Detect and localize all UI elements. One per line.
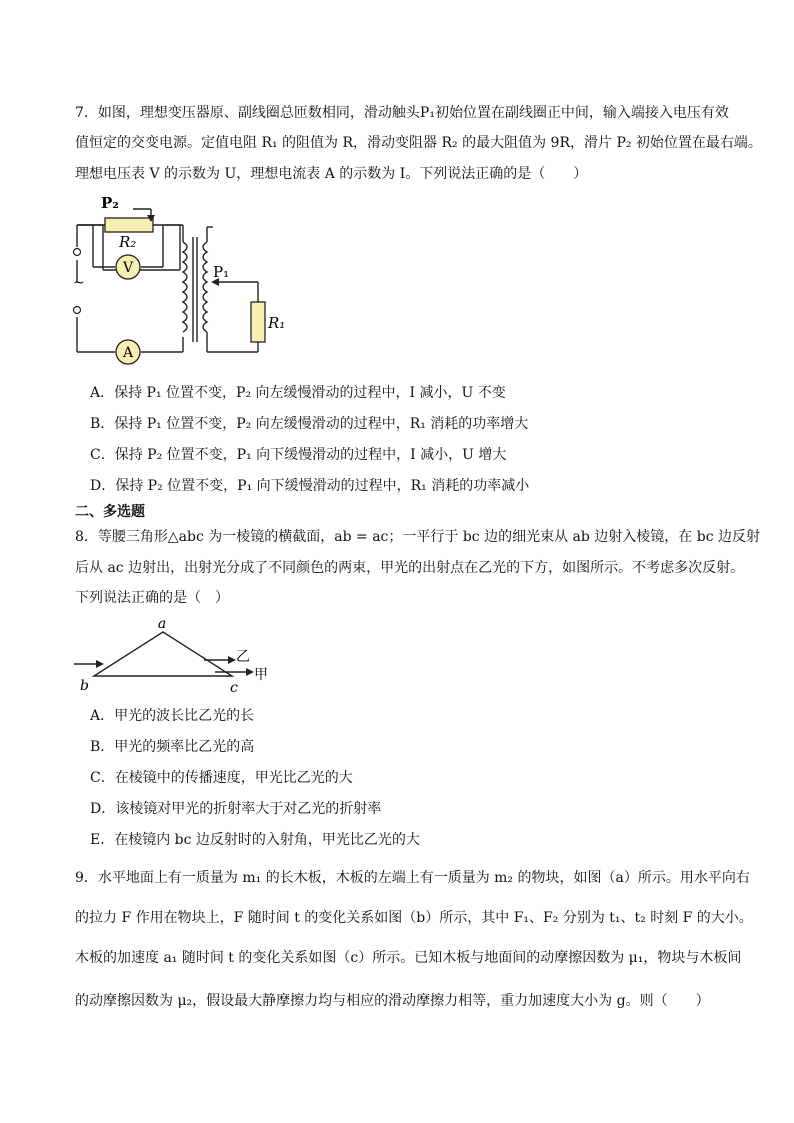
q7-voltmeter-label: V xyxy=(122,260,134,276)
section-heading: 二、多选题 xyxy=(75,504,145,520)
q8-stem-line3: 下列说法正确的是（ ） xyxy=(75,590,229,606)
q8-option-c: C．在棱镜中的传播速度，甲光比乙光的大 xyxy=(90,770,353,786)
q8-option-b: B．甲光的频率比乙光的高 xyxy=(90,739,255,755)
q9-stem-line4: 的动摩擦因数为 μ₂，假设最大静摩擦力均与相应的滑动摩擦力相等，重力加速度大小为 g。则（ ） xyxy=(75,993,710,1009)
q7-stem-line3: 理想电压表 V 的示数为 U，理想电流表 A 的示数为 I。下列说法正确的是（ ） xyxy=(75,166,588,182)
q8-beam-yi: 乙 xyxy=(236,649,250,665)
q7-ac-symbol: ~ xyxy=(73,275,85,291)
q7-stem-line2: 值恒定的交变电源。定值电阻 R₁ 的阻值为 R，滑动变阻器 R₂ 的最大阻值为 9R，滑片 P₂ 初始位置在最右端。 xyxy=(75,135,762,151)
q8-beam-jia: 甲 xyxy=(254,667,268,683)
q8-option-a: A．甲光的波长比乙光的长 xyxy=(90,708,255,724)
q9-stem-line3: 木板的加速度 a₁ 随时间 t 的变化关系如图（c）所示。已知木板与地面间的动摩擦因数为 μ₁，物块与木板间 xyxy=(75,950,742,966)
q7-circuit-diagram xyxy=(65,192,305,372)
q8-option-d: D．该棱镜对甲光的折射率大于对乙光的折射率 xyxy=(90,801,382,817)
q9-stem-line2: 的拉力 F 作用在物块上，F 随时间 t 的变化关系如图（b）所示，其中 F₁、F₂ 分别为 t₁、t₂ 时刻 F 的大小。 xyxy=(75,910,753,926)
q7-r1-label: R₁ xyxy=(268,314,286,332)
q7-option-a: A．保持 P₁ 位置不变，P₂ 向左缓慢滑动的过程中，I 减小，U 不变 xyxy=(90,385,506,401)
q7-p1-label: P₁ xyxy=(213,263,230,281)
q7-stem-line1: 7．如图，理想变压器原、副线圈总匝数相同，滑动触头P₁初始位置在副线圈正中间，输入端接入电压有效 xyxy=(75,105,729,121)
q8-stem-line2: 后从 ac 边射出，出射光分成了不同颜色的两束，甲光的出射点在乙光的下方，如图所示。不考虑多次反射。 xyxy=(75,560,745,576)
q7-option-d: D．保持 P₂ 位置不变，P₁ 向下缓慢滑动的过程中，R₁ 消耗的功率减小 xyxy=(90,478,530,494)
q8-prism-diagram xyxy=(70,614,280,696)
q8-option-e: E．在棱镜内 bc 边反射时的入射角，甲光比乙光的大 xyxy=(90,832,420,848)
q7-option-c: C．保持 P₂ 位置不变，P₁ 向下缓慢滑动的过程中，I 减小，U 增大 xyxy=(90,447,507,463)
q7-option-b: B．保持 P₁ 位置不变，P₂ 向左缓慢滑动的过程中，R₁ 消耗的功率增大 xyxy=(90,416,529,432)
q8-vertex-b: b xyxy=(80,678,89,694)
q8-stem-line1: 8．等腰三角形△abc 为一棱镜的横截面，ab = ac；一平行于 bc 边的细光束从 ab 边射入棱镜，在 bc 边反射 xyxy=(75,529,761,545)
q7-ammeter-label: A xyxy=(122,345,134,361)
q9-stem-line1: 9．水平地面上有一质量为 m₁ 的长木板，木板的左端上有一质量为 m₂ 的物块，如图（a）所示。用水平向右 xyxy=(75,870,750,886)
q8-vertex-a: a xyxy=(157,616,167,632)
q7-p2-label: P₂ xyxy=(101,194,119,212)
q8-vertex-c: c xyxy=(230,680,238,696)
q7-r2-label: R₂ xyxy=(119,233,137,251)
